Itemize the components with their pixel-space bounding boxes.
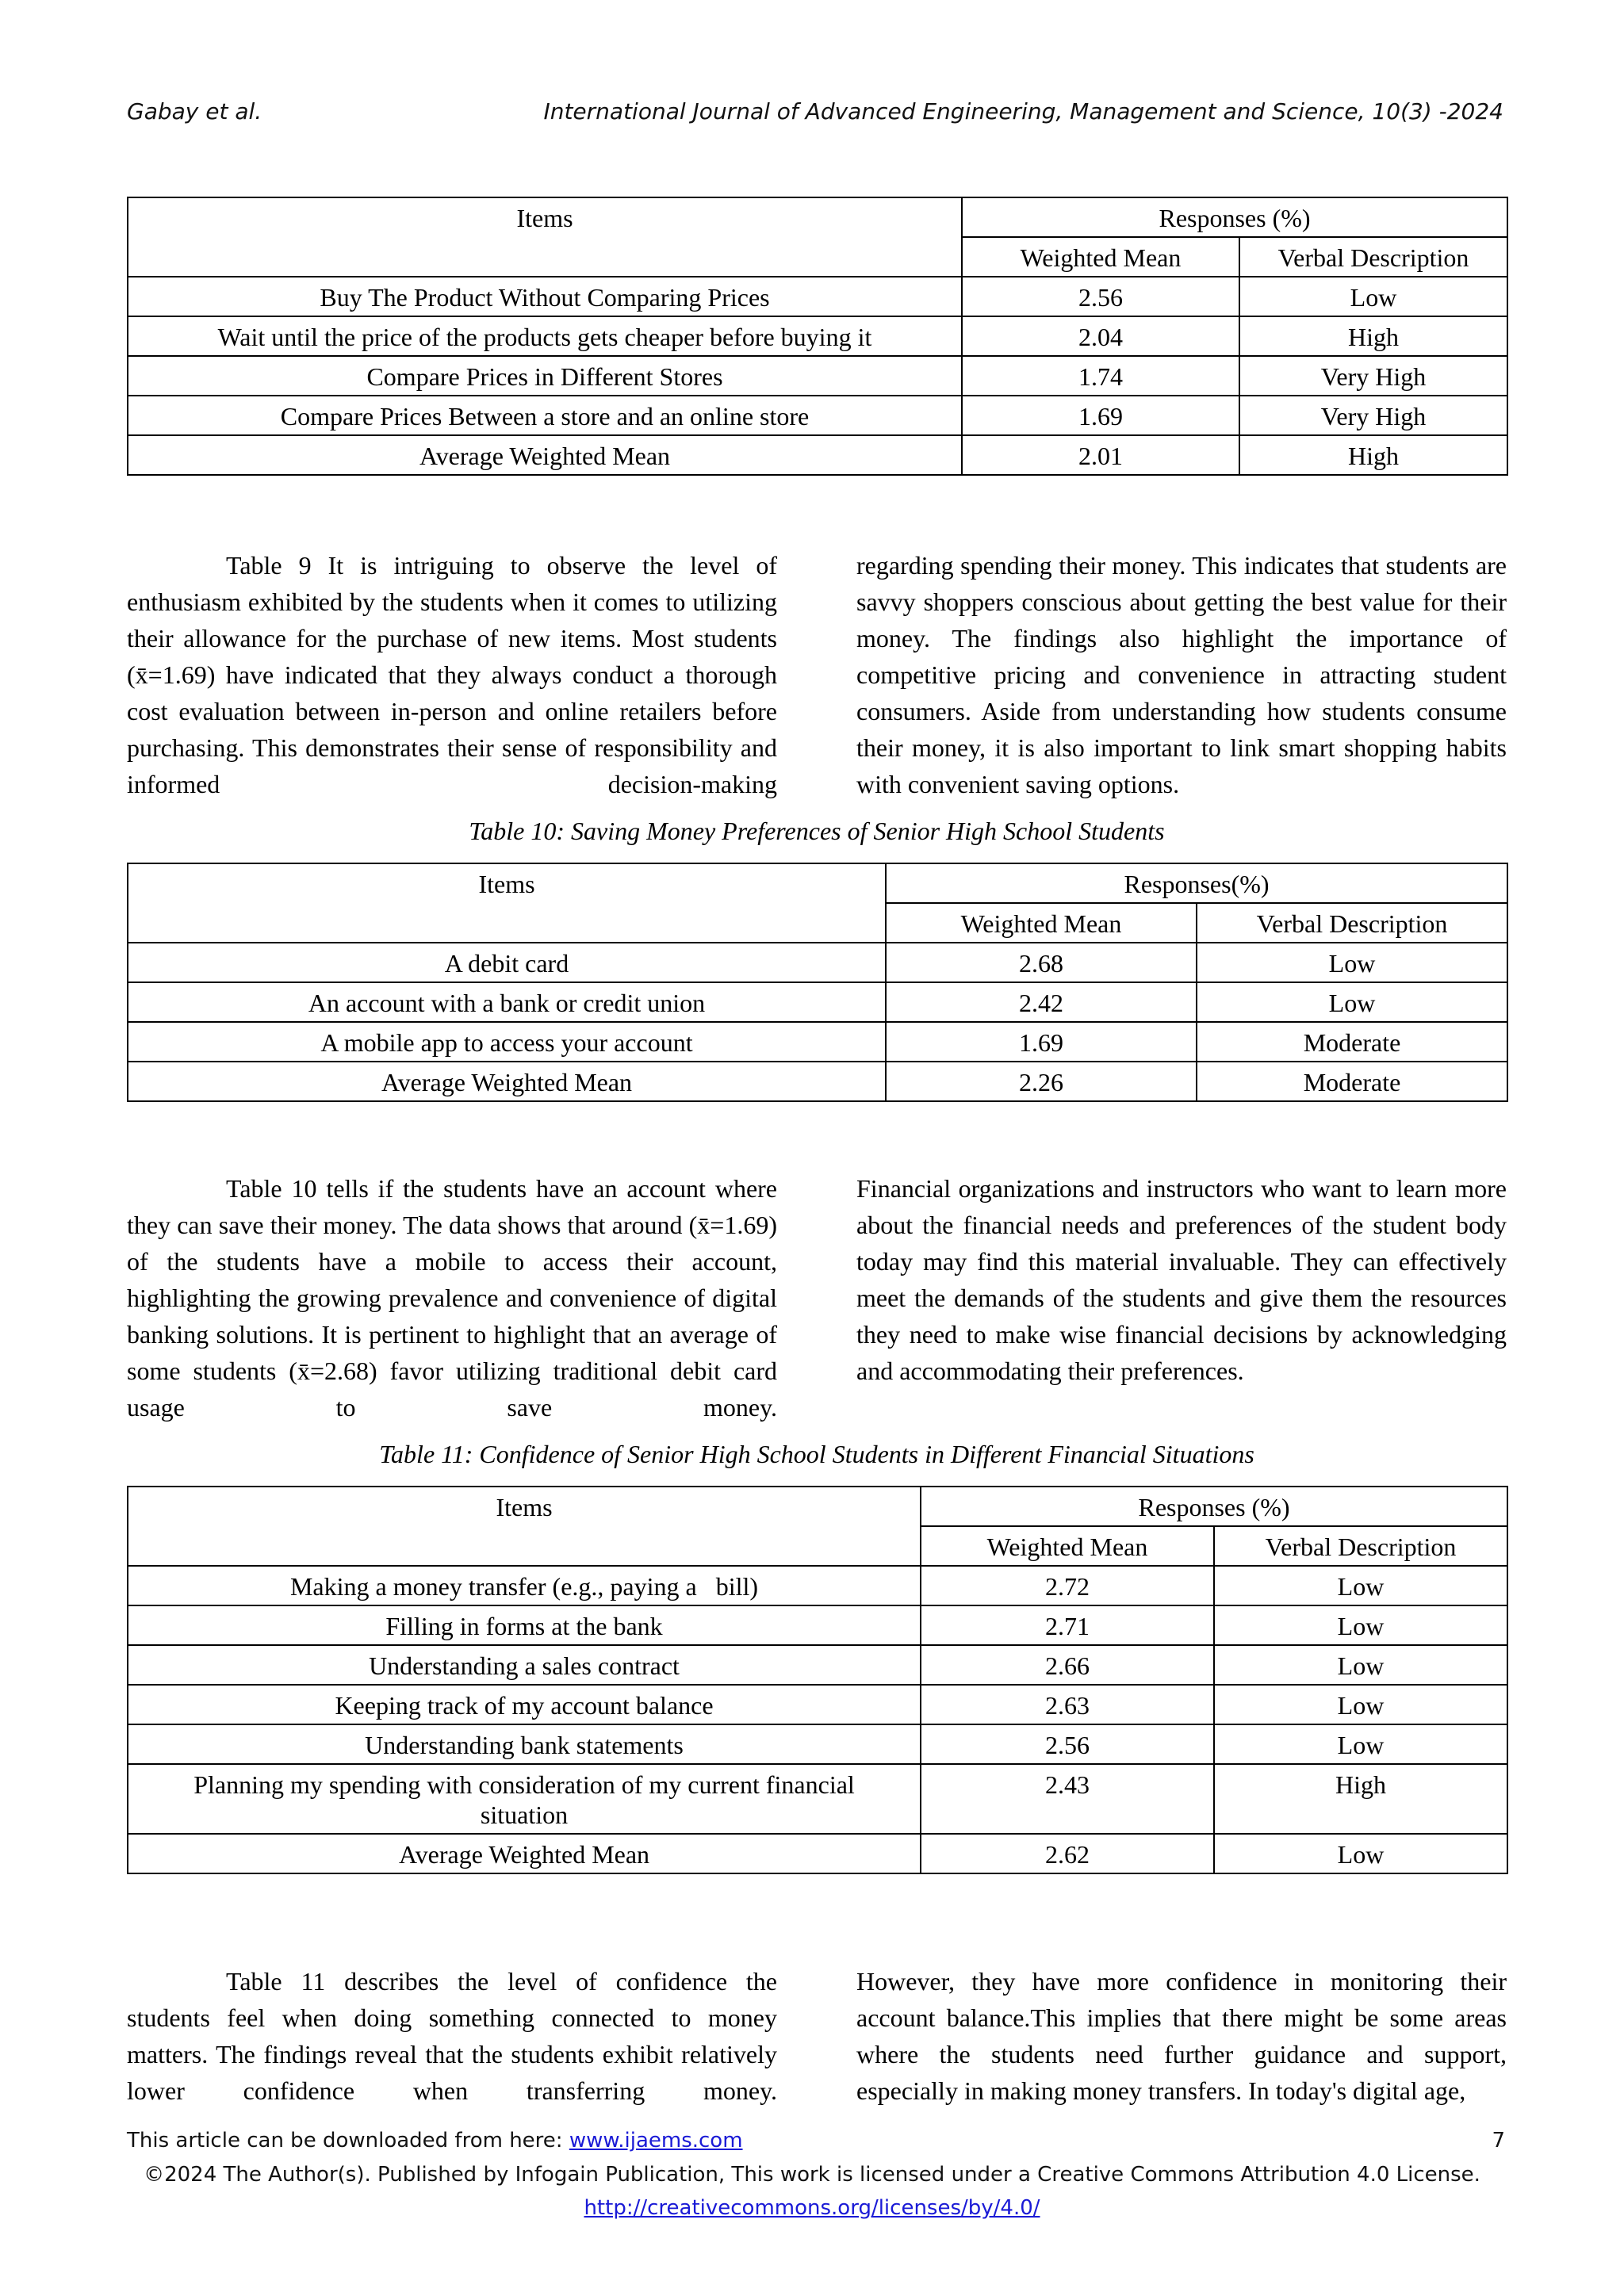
paragraph: Table 10 tells if the students have an account where they can save their money. The data shows that around (x̄=1.69) of the students have a mobile to access their account, highlighting the growing prevalence and convenience of digital banking solutions. It is pertinent to highlight that an average of some students (x̄=2.68) favor utilizing traditional debit card usage to save money. xyxy=(127,1174,777,1422)
table-cell-desc: Low xyxy=(1239,277,1507,316)
table-cell-item: Buy The Product Without Comparing Prices xyxy=(128,277,962,316)
table-cell-desc: Very High xyxy=(1239,356,1507,396)
footer-license-link-wrap xyxy=(0,2196,1624,2220)
table-cell-desc: Low xyxy=(1197,943,1507,982)
table-10-mean-header: Weighted Mean xyxy=(886,903,1197,943)
table-row xyxy=(128,1605,1507,1645)
table-cell-desc: Moderate xyxy=(1197,1022,1507,1062)
table-cell-mean: 1.69 xyxy=(886,1022,1197,1062)
paragraph: Table 11 describes the level of confidence the students feel when doing something connected to money matters. The findings reveal that the students exhibit relatively lower confidence when transferring money. xyxy=(127,1967,777,2105)
table-row xyxy=(128,943,1507,982)
running-header-journal: International Journal of Advanced Engineering, Management and Science, 10(3) -2024 xyxy=(543,98,1503,124)
table-cell-mean: 2.01 xyxy=(962,435,1239,475)
table-cell-desc: Low xyxy=(1214,1685,1507,1724)
table-cell-mean: 2.42 xyxy=(886,982,1197,1022)
table-row xyxy=(128,277,1507,316)
table-cell-desc: Low xyxy=(1214,1566,1507,1605)
table-cell-item: Keeping track of my account balance xyxy=(128,1685,921,1724)
running-header-authors: Gabay et al. xyxy=(127,98,262,124)
body-text-right-2 xyxy=(856,1170,1507,1389)
table-cell-item: Planning my spending with consideration of my current financial situation xyxy=(128,1764,921,1834)
table-cell-mean: 2.68 xyxy=(886,943,1197,982)
body-text-left-3 xyxy=(127,1963,777,2109)
table-10-responses-header: Responses(%) xyxy=(886,863,1507,903)
table-cell-mean: 2.71 xyxy=(921,1605,1214,1645)
paragraph: Table 9 It is intriguing to observe the level of enthusiasm exhibited by the students when it comes to utilizing their allowance for the purchase of new items. Most students (x̄=1.69) have indicated that they always conduct a thorough cost evaluation between in-person and online retailers before purchasing. This demonstrates their sense of responsibility and informed decision-making xyxy=(127,551,777,798)
table-cell-mean: 2.66 xyxy=(921,1645,1214,1685)
table-10-desc-header: Verbal Description xyxy=(1197,903,1507,943)
table-row xyxy=(128,356,1507,396)
license-link[interactable]: http://creativecommons.org/licenses/by/4.0/ xyxy=(584,2196,1040,2220)
table-row xyxy=(128,1645,1507,1685)
table-cell-desc: Low xyxy=(1197,982,1507,1022)
table-10-items-header: Items xyxy=(128,863,886,943)
table-11-items-header: Items xyxy=(128,1487,921,1566)
table-cell-desc: High xyxy=(1239,316,1507,356)
table-cell-desc: Low xyxy=(1214,1724,1507,1764)
table-cell-desc: Moderate xyxy=(1197,1062,1507,1101)
table-cell-item: Average Weighted Mean xyxy=(128,435,962,475)
page-number: 7 xyxy=(1492,2129,1505,2152)
table-cell-desc: Low xyxy=(1214,1645,1507,1685)
table-9 xyxy=(127,197,1508,476)
table-11-desc-header: Verbal Description xyxy=(1214,1526,1507,1566)
body-text-left-1 xyxy=(127,547,777,802)
paragraph: regarding spending their money. This indicates that students are savvy shoppers conscious about getting the best value for their money. The findings also highlight the importance of competitive pricing and convenience in attracting student consumers. Aside from understanding how students consume their money, it is also important to link smart shopping habits with convenient saving options. xyxy=(856,551,1507,798)
table-9-mean-header: Weighted Mean xyxy=(962,237,1239,277)
table-row xyxy=(128,1834,1507,1873)
table-10 xyxy=(127,863,1508,1102)
paragraph: Financial organizations and instructors who want to learn more about the financial needs and preferences of the student body today may find this material invaluable. They can effectively meet the demands of the students and give them the resources they need to make wise financial decisions by acknowledging and accommodating their preferences. xyxy=(856,1174,1507,1385)
table-11-caption: Table 11: Confidence of Senior High School Students in Different Financial Situations xyxy=(379,1440,1254,1468)
table-cell-mean: 2.43 xyxy=(921,1764,1214,1834)
paragraph: However, they have more confidence in monitoring their account balance.This implies that there might be some areas where the students need further guidance and support, especially in making money transfers. In today's digital age, xyxy=(856,1967,1507,2105)
table-cell-mean: 2.56 xyxy=(921,1724,1214,1764)
table-row xyxy=(128,982,1507,1022)
table-cell-desc: Low xyxy=(1214,1834,1507,1873)
table-cell-item: An account with a bank or credit union xyxy=(128,982,886,1022)
table-cell-desc: High xyxy=(1214,1764,1507,1834)
table-cell-mean: 2.72 xyxy=(921,1566,1214,1605)
table-11 xyxy=(127,1486,1508,1874)
table-11-mean-header: Weighted Mean xyxy=(921,1526,1214,1566)
table-cell-desc: Low xyxy=(1214,1605,1507,1645)
footer-download xyxy=(127,2129,743,2152)
table-cell-mean: 2.26 xyxy=(886,1062,1197,1101)
table-row xyxy=(128,1566,1507,1605)
journal-website-link[interactable]: www.ijaems.com xyxy=(569,2129,743,2152)
table-cell-mean: 1.69 xyxy=(962,396,1239,435)
body-text-right-3 xyxy=(856,1963,1507,2109)
table-row xyxy=(128,1764,1507,1834)
footer-license: ©2024 The Author(s). Published by Infogain Publication, This work is licensed under a Creative Commons Attribution 4.0 License. xyxy=(144,2163,1480,2187)
table-cell-item: Compare Prices in Different Stores xyxy=(128,356,962,396)
table-cell-mean: 2.63 xyxy=(921,1685,1214,1724)
table-9-items-header: Items xyxy=(128,197,962,277)
table-cell-item: Making a money transfer (e.g., paying a bill) xyxy=(128,1566,921,1605)
footer-download-label: This article can be downloaded from here: xyxy=(127,2129,569,2152)
table-cell-item: Average Weighted Mean xyxy=(128,1834,921,1873)
table-cell-item: Filling in forms at the bank xyxy=(128,1605,921,1645)
table-row xyxy=(128,1062,1507,1101)
table-cell-desc: Very High xyxy=(1239,396,1507,435)
table-cell-item: A mobile app to access your account xyxy=(128,1022,886,1062)
table-row xyxy=(128,316,1507,356)
table-cell-item: Average Weighted Mean xyxy=(128,1062,886,1101)
table-cell-item: Wait until the price of the products gets cheaper before buying it xyxy=(128,316,962,356)
table-cell-mean: 2.56 xyxy=(962,277,1239,316)
table-cell-mean: 2.04 xyxy=(962,316,1239,356)
table-row xyxy=(128,435,1507,475)
table-cell-mean: 2.62 xyxy=(921,1834,1214,1873)
table-row xyxy=(128,396,1507,435)
table-cell-item: Compare Prices Between a store and an online store xyxy=(128,396,962,435)
table-cell-item: A debit card xyxy=(128,943,886,982)
table-9-desc-header: Verbal Description xyxy=(1239,237,1507,277)
table-row xyxy=(128,1022,1507,1062)
table-10-caption: Table 10: Saving Money Preferences of Senior High School Students xyxy=(469,817,1165,845)
table-row xyxy=(128,1685,1507,1724)
table-11-responses-header: Responses (%) xyxy=(921,1487,1507,1526)
body-text-left-2 xyxy=(127,1170,777,1425)
table-cell-desc: High xyxy=(1239,435,1507,475)
table-cell-item: Understanding a sales contract xyxy=(128,1645,921,1685)
table-cell-mean: 1.74 xyxy=(962,356,1239,396)
table-row xyxy=(128,1724,1507,1764)
table-cell-item: Understanding bank statements xyxy=(128,1724,921,1764)
table-9-responses-header: Responses (%) xyxy=(962,197,1507,237)
body-text-right-1 xyxy=(856,547,1507,802)
